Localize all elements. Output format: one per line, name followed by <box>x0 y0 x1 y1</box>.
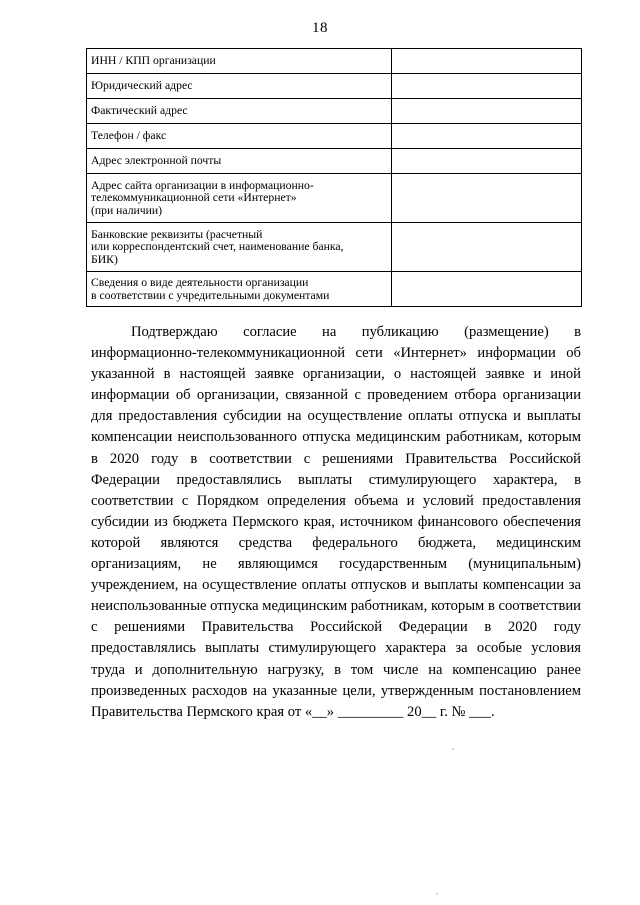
label-line: в соответствии с учредительными документами <box>91 288 330 302</box>
label-line: Сведения о виде деятельности организации <box>91 276 309 289</box>
label-line: телекоммуникационной сети «Интернет» <box>91 191 297 205</box>
label-line: БИК) <box>91 252 118 266</box>
row-value-cell[interactable] <box>392 74 582 99</box>
label-line: Телефон / факс <box>91 129 167 143</box>
row-value-cell[interactable] <box>392 149 582 174</box>
scan-speck <box>452 748 454 750</box>
label-line: или корреспондентский счет, наименование банка, <box>91 240 344 254</box>
organization-info-table <box>86 48 582 307</box>
row-label <box>87 74 392 99</box>
row-value-cell[interactable] <box>392 124 582 149</box>
table-row-actual-address <box>87 99 582 124</box>
row-label <box>87 99 392 124</box>
row-label <box>87 174 392 223</box>
row-label <box>87 272 392 307</box>
consent-paragraph: Подтверждаю согласие на публикацию (размещение) в информационно-телекоммуникационной сети «Интернет» информации об указанной в настоящей заявке организации, о настоящей заявке и иной информации об организации, связанной с проведением отбора организации для предоставления субсидии на осуществление оплаты отпуска и выплаты компенсации неиспользованного отпуска медицинским работникам, которым в 2020 году в соответствии с решениями Правительства Российской Федерации предоставлялись выплаты стимулирующего характера, в соответствии с Порядком определения объема и условий предоставления субсидии из бюджета Пермского края, источником финансового обеспечения которой являются средства федерального бюджета, медицинским организациям, не являющимся государственным (муниципальным) учреждением, на осуществление оплаты отпусков и выплаты компенсации за неиспользованные отпуска медицинским работникам, которым в соответствии с решениями Правительства Российской Федерации в 2020 году предоставлялись выплаты стимулирующего характера за особые условия труда и дополнительную нагрузку, в том числе на компенсацию ранее произведенных расходов на указанные цели, утвержденным постановлением Правительства Пермского края от «__» _________ 20__ г. № ___. <box>91 324 581 720</box>
row-value-cell[interactable] <box>392 223 582 272</box>
scan-speck <box>436 893 438 895</box>
table-row-phone-fax <box>87 124 582 149</box>
table-row-inn-kpp <box>87 49 582 74</box>
table-row-email <box>87 149 582 174</box>
table-row-legal-address <box>87 74 582 99</box>
row-value-cell[interactable] <box>392 99 582 124</box>
label-line: ИНН / КПП организации <box>91 54 216 68</box>
label-line: Адрес электронной почты <box>91 154 222 168</box>
label-line: Адрес сайта организации в информационно- <box>91 178 314 192</box>
row-label <box>87 223 392 272</box>
label-line: (при наличии) <box>91 203 163 217</box>
label-line: Фактический адрес <box>91 104 188 118</box>
row-value-cell[interactable] <box>392 174 582 223</box>
row-label <box>87 149 392 174</box>
row-label <box>87 124 392 149</box>
table-row-bank-details <box>87 223 582 272</box>
row-value-cell[interactable] <box>392 49 582 74</box>
page-number: 18 <box>312 20 328 36</box>
row-label <box>87 49 392 74</box>
label-line: Банковские реквизиты (расчетный <box>91 227 263 241</box>
row-value-cell[interactable] <box>392 272 582 307</box>
label-line: Юридический адрес <box>91 79 193 93</box>
table-row-website <box>87 174 582 223</box>
table-row-activity-type <box>87 272 582 307</box>
